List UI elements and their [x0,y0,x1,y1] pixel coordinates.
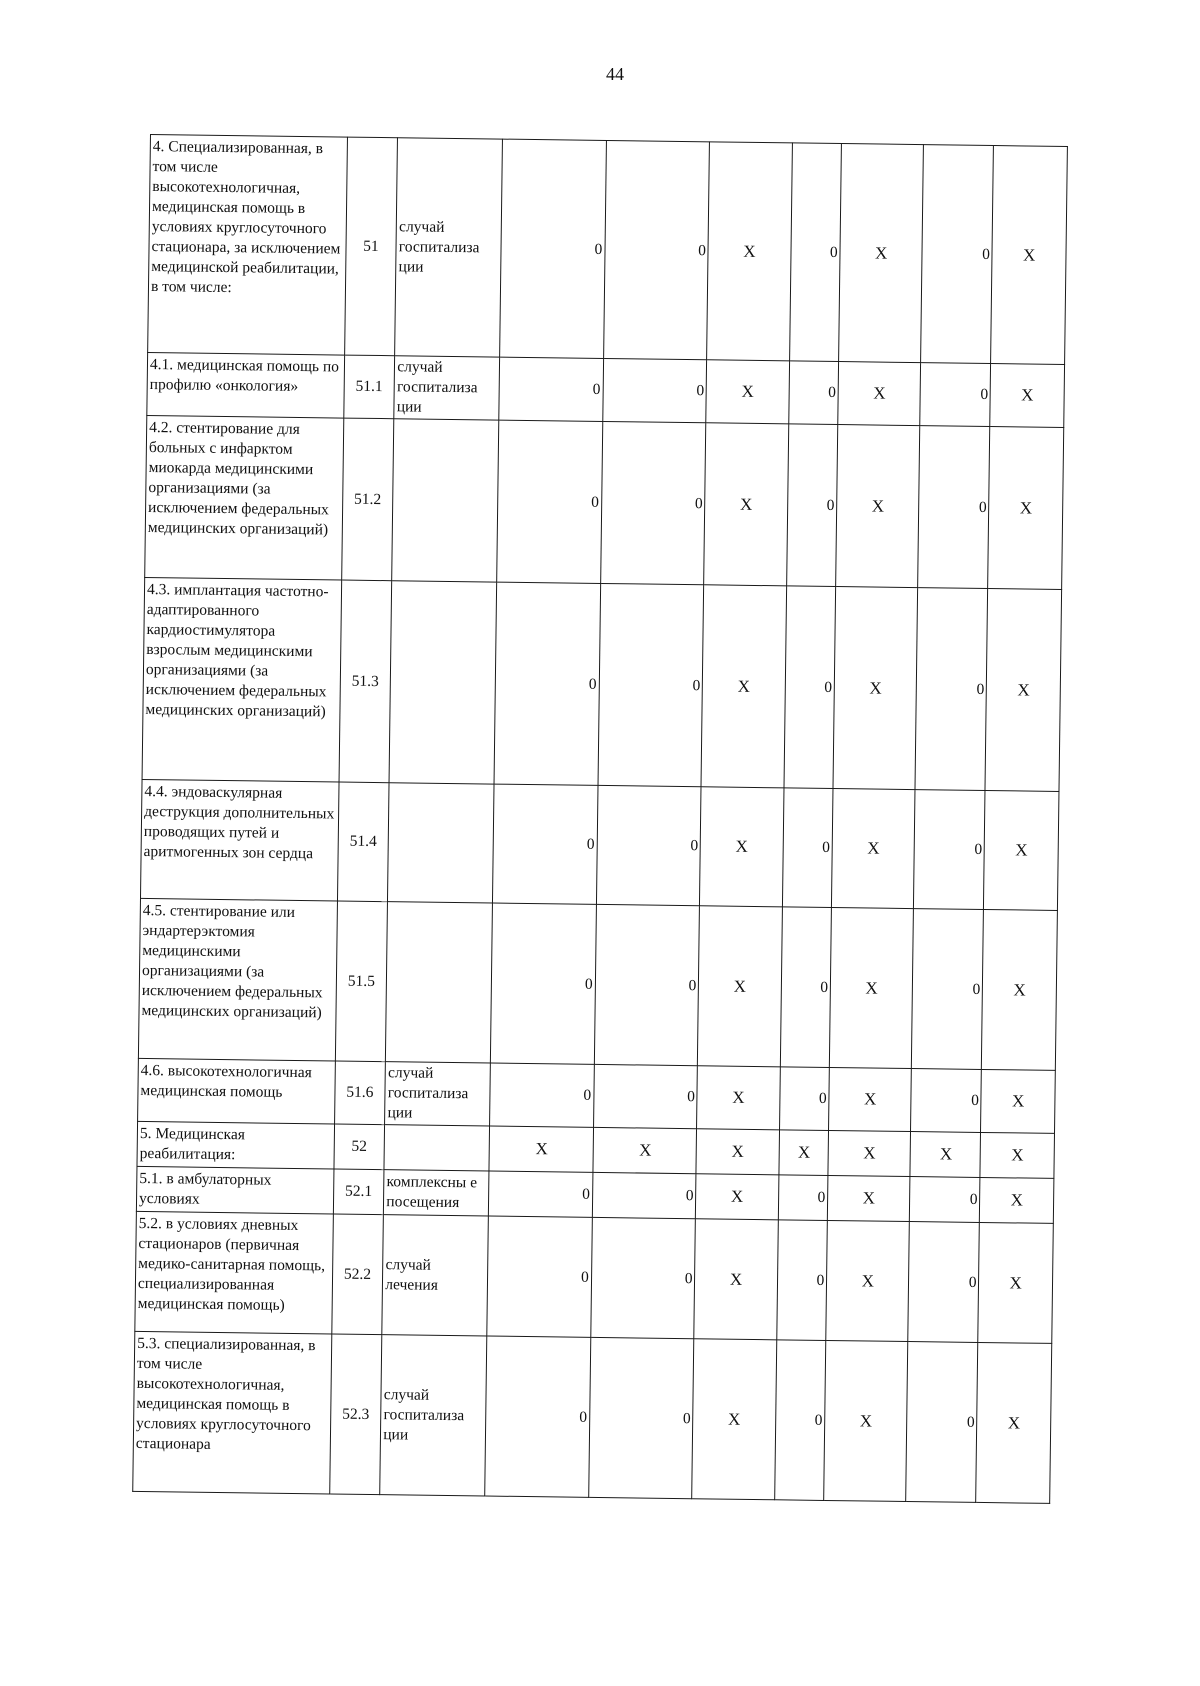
table-row [135,1211,1053,1343]
row-name-cell: 4.5. стентирование или эндартерэктомия медицинскими организациями (за исключением федеральных медицинских организаций) [138,898,337,1061]
value-cell: 0 [778,1175,828,1221]
value-cell: X [978,1222,1053,1343]
value-cell: X [692,1339,776,1500]
row-name-cell: 5. Медицинская реабилитация: [137,1121,334,1169]
row-code-cell: 51.1 [343,355,395,419]
value-cell: X [828,1130,911,1176]
value-cell: X [980,1177,1054,1223]
row-name-cell: 4.3. имплантация частотно-адаптированного кардиостимулятора взрослым медицинскими организациями (за исключением федеральных медицинских организаций) [142,577,341,782]
row-code-cell: 51.5 [335,901,388,1062]
value-cell: 0 [497,420,603,583]
value-cell: X [489,1126,593,1172]
value-cell: X [694,1219,778,1340]
value-cell: X [981,1069,1055,1133]
value-cell: 0 [603,358,708,422]
value-cell: X [701,585,786,788]
value-cell: X [696,1129,779,1175]
value-cell: X [985,589,1061,792]
value-cell: 0 [591,1217,696,1338]
value-cell: 0 [921,145,994,364]
value-cell: 0 [920,363,991,427]
value-cell: 0 [912,909,984,1070]
value-cell: X [982,909,1058,1070]
value-cell: 0 [918,426,990,589]
value-cell: X [976,1342,1052,1503]
value-cell: 0 [600,421,706,584]
row-unit-cell [386,902,493,1063]
value-cell: 0 [488,1171,592,1217]
value-cell: X [706,360,789,424]
value-cell: X [830,907,914,1068]
row-code-cell: 52.1 [333,1169,384,1215]
value-cell: X [991,146,1067,365]
row-unit-cell [389,581,496,784]
value-cell: 0 [485,1336,591,1497]
table-row [147,352,1065,427]
value-cell: X [778,1130,828,1176]
data-table [132,134,1068,1504]
value-cell: 0 [780,907,832,1068]
value-cell: 0 [603,140,710,359]
row-code-cell: 51.3 [339,580,392,783]
value-cell: 0 [789,143,842,362]
value-cell: 0 [774,1340,826,1501]
row-unit-cell [384,1125,489,1171]
row-name-cell: 4.2. стентирование для больных с инфарктом миокарда медицинскими организациями (за исключением федеральных медицинских организаций) [145,415,344,580]
table-row [138,1058,1056,1133]
value-cell: 0 [500,139,607,358]
table-row [138,898,1057,1070]
value-cell: X [984,790,1059,910]
value-cell: X [839,144,924,363]
row-unit-cell: случай госпитализа ции [385,1062,491,1126]
value-cell: X [988,427,1064,590]
value-cell: 0 [911,1069,982,1133]
page-number: 44 [606,64,624,84]
table-row [145,415,1064,589]
row-name-cell: 5.3. специализированная, в том числе высокотехнологичная, медицинская помощь в условиях круглосуточного стационара [133,1331,332,1494]
value-cell: 0 [910,1177,981,1223]
value-cell: X [990,364,1064,428]
value-cell: X [836,425,920,588]
value-cell: 0 [782,788,833,908]
row-code-cell: 51.2 [341,418,394,581]
row-code-cell: 52.2 [331,1214,383,1335]
table-row [142,577,1062,791]
row-code-cell: 51 [344,137,398,356]
value-cell: 0 [598,583,704,786]
value-cell: 0 [776,1220,827,1341]
row-unit-cell: комплексны е посещения [384,1170,489,1216]
value-cell: X [828,1175,911,1221]
value-cell: X [829,1067,912,1131]
row-name-cell: 5.2. в условиях дневных стационаров (первичная медико-санитарная помощь, специализированная медицинская помощь) [135,1211,333,1334]
value-cell: 0 [487,1216,592,1337]
row-code-cell: 51.4 [337,782,389,902]
value-cell: 0 [493,784,598,904]
value-cell: 0 [499,357,604,421]
table-body [133,135,1068,1504]
value-cell: 0 [594,904,700,1065]
row-unit-cell: случай госпитализа ции [394,356,500,420]
value-cell: X [826,1220,910,1341]
value-cell: X [697,1066,780,1130]
value-cell: 0 [906,1342,978,1503]
value-cell: 0 [588,1337,694,1498]
table-row [140,779,1058,910]
value-cell: 0 [490,903,596,1064]
value-cell: X [980,1132,1054,1178]
row-name-cell: 4.6. высокотехнологичная медицинская помощь [138,1058,335,1124]
row-unit-cell: случай госпитализа ции [380,1335,487,1496]
row-name-cell: 4.4. эндоваскулярная деструкция дополнительных проводящих путей и аритмогенных зон сердца [140,779,338,901]
value-cell: 0 [593,1064,698,1128]
row-code-cell: 52.3 [329,1334,382,1495]
value-cell: X [838,362,921,426]
row-unit-cell: случай лечения [382,1215,488,1336]
row-name-cell: 4.1. медицинская помощь по профилю «онкология» [147,352,344,418]
value-cell: 0 [915,588,988,791]
value-cell: X [832,788,916,908]
value-cell: 0 [494,582,600,785]
value-cell: X [707,142,792,361]
value-cell: 0 [596,785,701,905]
row-code-cell: 51.6 [334,1061,386,1125]
value-cell: X [593,1127,697,1173]
value-cell: 0 [784,586,836,789]
row-unit-cell [388,783,494,903]
row-name-cell: 5.1. в амбулаторных условиях [136,1166,333,1214]
row-unit-cell [392,419,499,582]
value-cell: 0 [592,1172,696,1218]
value-cell: X [696,1174,779,1220]
value-cell: 0 [914,790,986,910]
value-cell: X [824,1340,908,1501]
value-cell: X [833,587,918,790]
row-code-cell: 52 [334,1124,385,1170]
row-name-cell: 4. Специализированная, в том числе высокотехнологичная, медицинская помощь в условиях круглосуточного стационара, за исключением медицинской реабилитации, в том числе: [148,135,347,356]
value-cell: 0 [788,361,838,425]
value-cell: 0 [490,1063,595,1127]
table-row [148,135,1068,365]
value-cell: X [700,787,784,907]
value-cell: X [698,906,782,1067]
value-cell: 0 [908,1222,980,1343]
row-unit-cell: случай госпитализа ции [395,138,503,357]
value-cell: 0 [786,424,838,587]
value-cell: X [704,423,788,586]
value-cell: 0 [779,1067,829,1131]
table-row [133,1331,1052,1503]
value-cell: X [910,1132,981,1178]
